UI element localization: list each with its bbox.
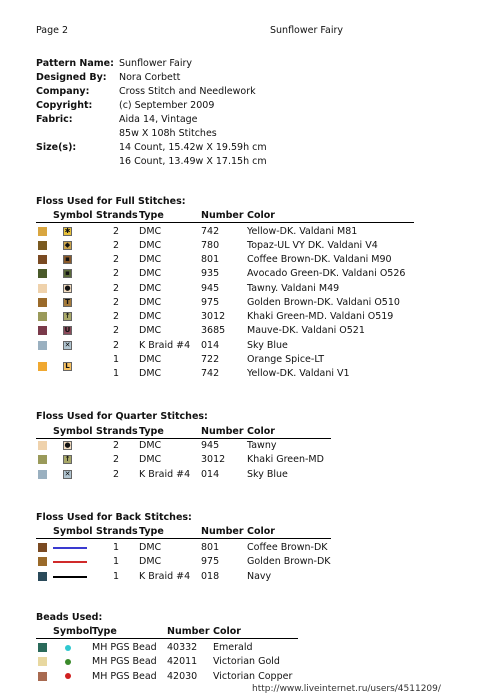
color-swatch xyxy=(38,470,47,479)
stitch-symbol-icon: ✕ xyxy=(64,469,71,478)
type-cell: DMC xyxy=(139,454,162,466)
type-cell: MH PGS Bead xyxy=(92,670,157,682)
watermark-url: http://www.liveinternet.ru/users/4511209/ xyxy=(252,684,441,694)
type-cell: DMC xyxy=(139,268,162,279)
type-cell: K Braid #4 xyxy=(139,570,191,582)
number-cell: 945 xyxy=(201,283,220,294)
back-stitches-title: Floss Used for Back Stitches: xyxy=(36,512,192,523)
color-swatch xyxy=(38,643,47,652)
number-cell: 3012 xyxy=(201,454,226,466)
info-label: Copyright: xyxy=(36,100,93,111)
info-value: (c) September 2009 xyxy=(119,100,215,111)
color-cell: Sky Blue xyxy=(247,468,288,480)
type-cell: MH PGS Bead xyxy=(92,656,157,668)
column-header-color: Color xyxy=(247,526,275,537)
info-label: Designed By: xyxy=(36,72,107,83)
info-value: Nora Corbett xyxy=(119,72,181,83)
header-rule xyxy=(36,438,331,439)
number-cell: 945 xyxy=(201,440,220,451)
strands-cell: 1 xyxy=(113,542,120,553)
column-header-number: Number xyxy=(167,626,210,637)
page-number: Page 2 xyxy=(36,25,69,36)
stitch-symbol-icon: U xyxy=(64,326,71,334)
strands-cell: 2 xyxy=(113,254,120,265)
color-cell: Khaki Green-MD. Valdani O519 xyxy=(247,311,394,322)
number-cell: 3012 xyxy=(201,311,226,322)
color-swatch xyxy=(38,312,47,321)
column-header-type: Type xyxy=(139,210,164,221)
column-header-type: Type xyxy=(139,526,164,537)
color-swatch xyxy=(38,341,47,350)
stitch-symbol-icon: ◆ xyxy=(64,241,71,249)
strands-cell: 2 xyxy=(113,240,120,251)
bead-dot-icon xyxy=(65,659,71,665)
number-cell: 975 xyxy=(201,297,220,308)
color-swatch xyxy=(38,672,47,681)
color-cell: Emerald xyxy=(213,642,253,653)
color-cell: Yellow-DK. Valdani V1 xyxy=(247,368,350,379)
page-title: Sunflower Fairy xyxy=(270,25,343,36)
number-cell: 935 xyxy=(201,268,220,279)
number-cell: 42011 xyxy=(167,656,198,668)
header-rule xyxy=(36,222,414,223)
info-value: 85w X 108h Stitches xyxy=(119,128,217,139)
number-cell: 42030 xyxy=(167,670,198,682)
color-cell: Golden Brown-DK. Valdani O510 xyxy=(247,297,400,308)
stitch-symbol-icon: ↑ xyxy=(64,312,71,320)
number-cell: 975 xyxy=(201,556,220,568)
column-header-type: Type xyxy=(92,626,117,637)
type-cell: DMC xyxy=(139,240,162,251)
number-cell: 780 xyxy=(201,240,220,251)
column-header-symbol: Symbol xyxy=(53,210,93,221)
color-cell: Yellow-DK. Valdani M81 xyxy=(247,226,358,237)
type-cell: DMC xyxy=(139,297,162,308)
info-value: Aida 14, Vintage xyxy=(119,114,198,125)
type-cell: K Braid #4 xyxy=(139,468,191,480)
color-cell: Avocado Green-DK. Valdani O526 xyxy=(247,268,406,279)
backstitch-line-icon xyxy=(53,561,87,563)
bead-dot-icon xyxy=(65,645,71,651)
type-cell: DMC xyxy=(139,368,162,379)
color-swatch xyxy=(38,298,47,307)
strands-cell: 2 xyxy=(113,226,120,237)
color-cell: Golden Brown-DK xyxy=(247,556,331,568)
bead-dot-icon xyxy=(65,673,71,679)
type-cell: DMC xyxy=(139,254,162,265)
type-cell: DMC xyxy=(139,354,162,365)
column-header-color: Color xyxy=(247,210,275,221)
strands-cell: 1 xyxy=(113,556,120,568)
column-header-number: Number xyxy=(201,526,244,537)
column-header-symbol: Symbol xyxy=(53,526,93,537)
color-cell: Tawny xyxy=(247,440,277,451)
stitch-symbol-icon: ● xyxy=(64,284,71,292)
color-cell: Coffee Brown-DK. Valdani M90 xyxy=(247,254,392,265)
strands-cell: 2 xyxy=(113,325,120,336)
type-cell: K Braid #4 xyxy=(139,340,191,351)
color-swatch xyxy=(38,441,47,450)
info-label: Company: xyxy=(36,86,90,97)
color-cell: Coffee Brown-DK xyxy=(247,542,328,553)
info-value: Sunflower Fairy xyxy=(119,58,192,69)
header-rule xyxy=(36,638,298,639)
info-label: Pattern Name: xyxy=(36,58,114,69)
info-value: 14 Count, 15.42w X 19.59h cm xyxy=(119,142,267,153)
number-cell: 801 xyxy=(201,254,220,265)
color-swatch xyxy=(38,241,47,250)
color-swatch xyxy=(38,255,47,264)
number-cell: 014 xyxy=(201,468,220,480)
info-value: 16 Count, 13.49w X 17.15h cm xyxy=(119,156,267,167)
color-swatch xyxy=(38,543,47,552)
type-cell: DMC xyxy=(139,325,162,336)
color-cell: Khaki Green-MD xyxy=(247,454,324,466)
strands-cell: 2 xyxy=(113,340,120,351)
color-swatch xyxy=(38,657,47,666)
type-cell: DMC xyxy=(139,226,162,237)
column-header-type: Type xyxy=(139,426,164,437)
column-header-number: Number xyxy=(201,426,244,437)
color-cell: Topaz-UL VY DK. Valdani V4 xyxy=(247,240,378,251)
number-cell: 3685 xyxy=(201,325,226,336)
number-cell: 722 xyxy=(201,354,220,365)
strands-cell: 2 xyxy=(113,440,120,451)
color-swatch xyxy=(38,227,47,236)
type-cell: DMC xyxy=(139,556,162,568)
color-cell: Tawny. Valdani M49 xyxy=(247,283,340,294)
full-stitches-title: Floss Used for Full Stitches: xyxy=(36,196,186,207)
beads-title: Beads Used: xyxy=(36,612,103,623)
number-cell: 014 xyxy=(201,340,220,351)
strands-cell: 1 xyxy=(113,570,120,582)
info-value: Cross Stitch and Needlework xyxy=(119,86,256,97)
type-cell: DMC xyxy=(139,542,162,553)
number-cell: 742 xyxy=(201,368,220,379)
type-cell: MH PGS Bead xyxy=(92,642,157,653)
type-cell: DMC xyxy=(139,283,162,294)
column-header-strands: Strands xyxy=(96,210,138,221)
number-cell: 018 xyxy=(201,570,220,582)
column-header-number: Number xyxy=(201,210,244,221)
strands-cell: 1 xyxy=(113,354,120,365)
info-label: Size(s): xyxy=(36,142,77,153)
stitch-symbol-icon: ✱ xyxy=(64,227,71,235)
info-label: Fabric: xyxy=(36,114,73,125)
stitch-symbol-icon: ✕ xyxy=(64,341,71,349)
strands-cell: 2 xyxy=(113,268,120,279)
strands-cell: 2 xyxy=(113,297,120,308)
color-swatch xyxy=(38,362,47,371)
strands-cell: 1 xyxy=(113,368,120,379)
number-cell: 801 xyxy=(201,542,220,553)
stitch-symbol-icon: ↑ xyxy=(64,455,71,464)
column-header-strands: Strands xyxy=(96,526,138,537)
color-swatch xyxy=(38,455,47,464)
color-cell: Orange Spice-LT xyxy=(247,354,325,365)
strands-cell: 2 xyxy=(113,454,120,466)
color-swatch xyxy=(38,572,47,581)
stitch-symbol-icon: T xyxy=(63,298,72,307)
type-cell: DMC xyxy=(139,440,162,451)
color-swatch xyxy=(38,284,47,293)
strands-cell: 2 xyxy=(113,311,120,322)
backstitch-line-icon xyxy=(53,576,87,578)
stitch-symbol-icon: ● xyxy=(64,441,71,449)
column-header-color: Color xyxy=(247,426,275,437)
stitch-symbol-icon: L xyxy=(63,362,72,371)
number-cell: 742 xyxy=(201,226,220,237)
strands-cell: 2 xyxy=(113,468,120,480)
color-cell: Sky Blue xyxy=(247,340,288,351)
color-swatch xyxy=(38,557,47,566)
color-cell: Victorian Gold xyxy=(213,656,280,668)
color-swatch xyxy=(38,326,47,335)
stitch-symbol-icon: ▪ xyxy=(63,255,72,264)
backstitch-line-icon xyxy=(53,547,87,549)
quarter-stitches-title: Floss Used for Quarter Stitches: xyxy=(36,411,208,422)
color-cell: Victorian Copper xyxy=(213,670,293,682)
column-header-symbol: Symbol xyxy=(53,626,93,637)
color-swatch xyxy=(38,269,47,278)
header-rule xyxy=(36,538,331,539)
type-cell: DMC xyxy=(139,311,162,322)
strands-cell: 2 xyxy=(113,283,120,294)
color-cell: Mauve-DK. Valdani O521 xyxy=(247,325,365,336)
column-header-strands: Strands xyxy=(96,426,138,437)
color-cell: Navy xyxy=(247,570,272,582)
column-header-symbol: Symbol xyxy=(53,426,93,437)
column-header-color: Color xyxy=(213,626,241,637)
stitch-symbol-icon: ▪ xyxy=(63,269,72,278)
number-cell: 40332 xyxy=(167,642,198,653)
